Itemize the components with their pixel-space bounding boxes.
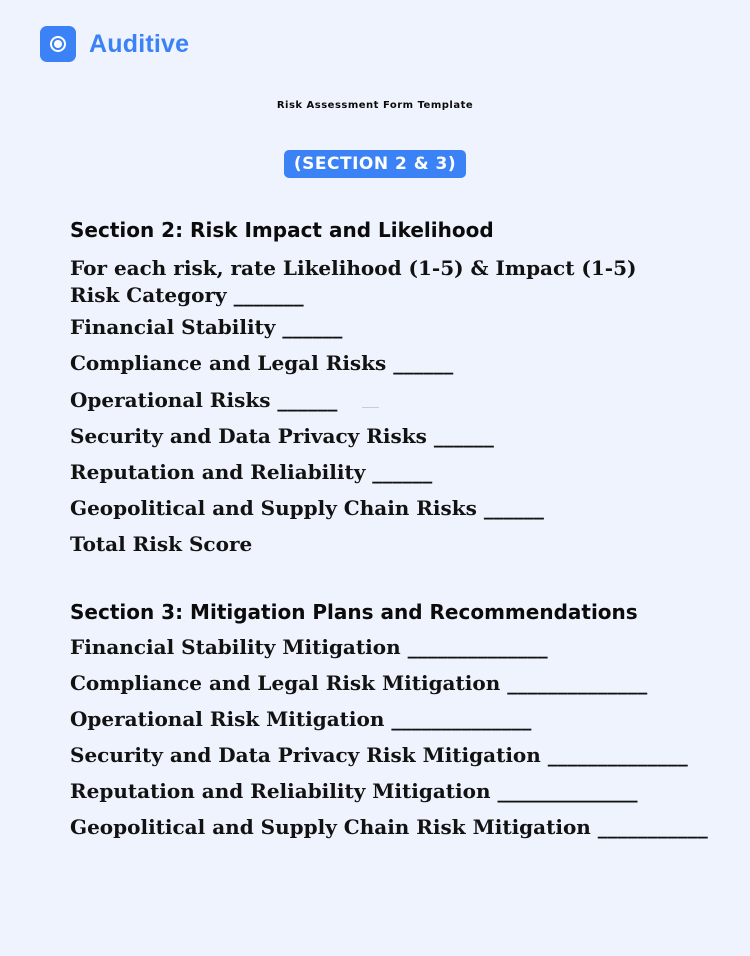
operational-risks-field: Operational Risks ______ (70, 388, 338, 412)
section-3-heading: Section 3: Mitigation Plans and Recommendations (70, 600, 638, 624)
brand-name: Auditive (89, 29, 190, 58)
financial-mitigation-field: Financial Stability Mitigation ______________ (70, 635, 548, 659)
operational-mitigation-field: Operational Risk Mitigation ______________ (70, 707, 532, 731)
financial-stability-field: Financial Stability ______ (70, 315, 343, 339)
compliance-mitigation-field: Compliance and Legal Risk Mitigation ______________ (70, 671, 648, 695)
risk-category-field: Risk Category _______ (70, 283, 304, 307)
geopolitical-mitigation-field: Geopolitical and Supply Chain Risk Mitigation ___________ (70, 815, 708, 839)
target-icon (40, 26, 76, 62)
geopolitical-supply-field: Geopolitical and Supply Chain Risks ______ (70, 496, 544, 520)
section-2-instructions: For each risk, rate Likelihood (1-5) & Impact (1-5) (70, 256, 637, 280)
compliance-legal-field: Compliance and Legal Risks ______ (70, 351, 454, 375)
page-title: Risk Assessment Form Template (276, 100, 474, 111)
total-risk-score-label: Total Risk Score (70, 532, 253, 556)
stray-mark (362, 407, 379, 408)
section-badge: (SECTION 2 & 3) (284, 150, 466, 178)
security-privacy-field: Security and Data Privacy Risks ______ (70, 424, 494, 448)
subtitle-badge-wrap (0, 150, 750, 178)
reputation-reliability-field: Reputation and Reliability ______ (70, 460, 433, 484)
reputation-mitigation-field: Reputation and Reliability Mitigation ______________ (70, 779, 638, 803)
logo-dot (54, 40, 62, 48)
brand-header (40, 26, 189, 62)
section-2-heading: Section 2: Risk Impact and Likelihood (70, 218, 494, 242)
security-mitigation-field: Security and Data Privacy Risk Mitigation ______________ (70, 743, 688, 767)
